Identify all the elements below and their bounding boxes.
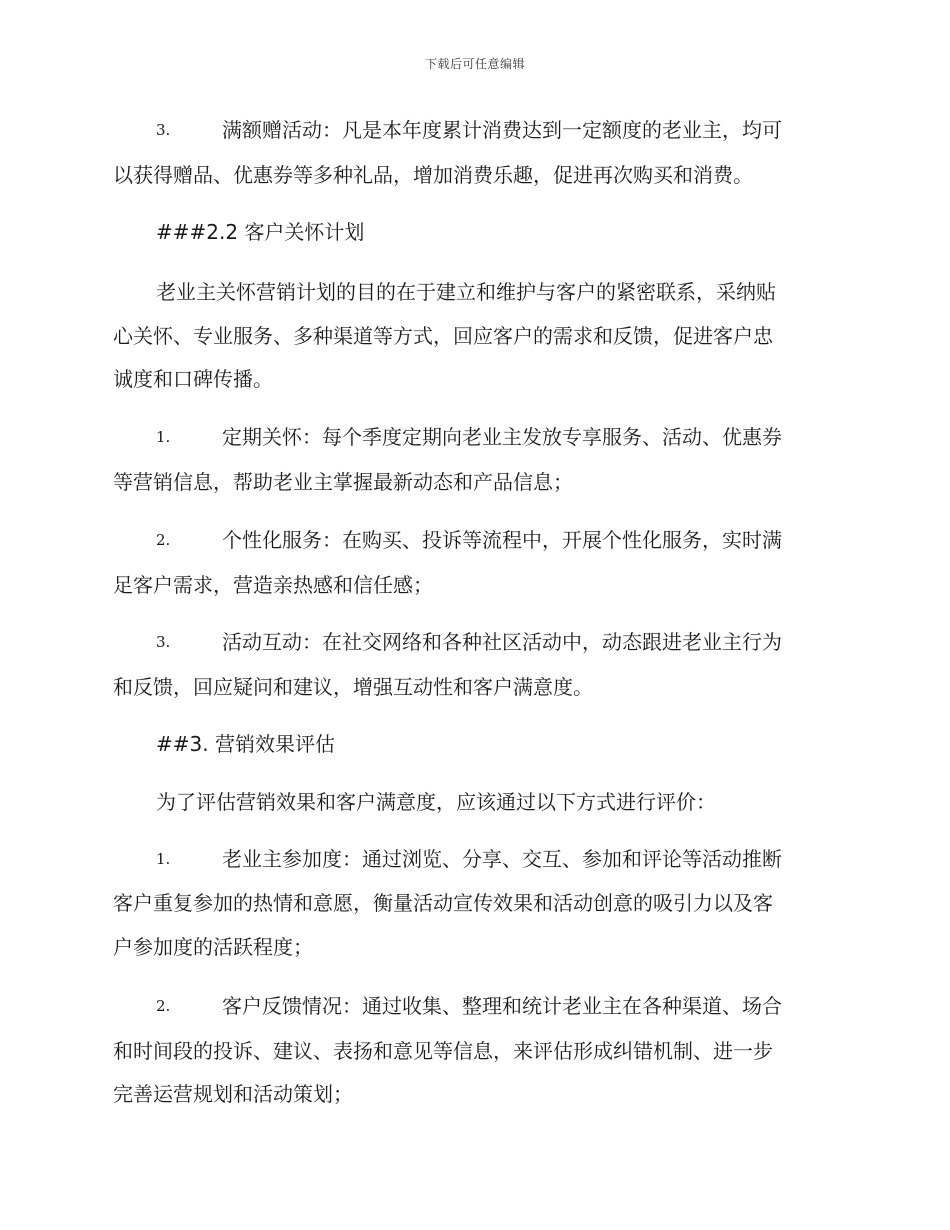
list-number: 3. [156,121,171,139]
page-header: 下载后可任意编辑 [424,57,525,71]
paragraph-line: 老业主参加度：通过浏览、分享、交互、参加和评论等活动推断 [222,847,782,871]
list-number: 3. [156,633,171,651]
paragraph-line: 定期关怀：每个季度定期向老业主发放专享服务、活动、优惠券 [222,425,782,449]
section-heading: ##3. 营销效果评估 [156,732,335,756]
list-number: 2. [156,531,171,549]
paragraph-line: 心关怀、专业服务、多种渠道等方式，回应客户的需求和反馈，促进客户忠 [113,324,773,348]
paragraph-line: 足客户需求，营造亲热感和信任感； [113,573,433,597]
paragraph-line: 老业主关怀营销计划的目的在于建立和维护与客户的紧密联系，采纳贴 [156,280,776,304]
paragraph-line: 为了评估营销效果和客户满意度，应该通过以下方式进行评价： [156,790,716,814]
paragraph-line: 客户反馈情况：通过收集、整理和统计老业主在各种渠道、场合 [222,994,782,1018]
paragraph-line: 和时间段的投诉、建议、表扬和意见等信息，来评估形成纠错机制、进一步 [113,1039,773,1063]
list-number: 1. [156,850,171,868]
paragraph-line: 和反馈，回应疑问和建议，增强互动性和客户满意度。 [113,675,593,699]
paragraph-line: 活动互动：在社交网络和各种社区活动中，动态跟进老业主行为 [222,630,782,654]
paragraph-line: 客户重复参加的热情和意愿，衡量活动宣传效果和活动创意的吸引力以及客 [113,891,773,915]
paragraph-line: 诚度和口碑传播。 [113,367,273,391]
paragraph-line: 以获得赠品、优惠券等多种礼品，增加消费乐趣，促进再次购买和消费。 [113,163,753,187]
section-heading: ###2.2 客户关怀计划 [156,220,365,244]
paragraph-line: 户参加度的活跃程度； [113,935,313,959]
paragraph-line: 完善运营规划和活动策划； [113,1082,353,1106]
list-number: 2. [156,997,171,1015]
paragraph-line: 个性化服务：在购买、投诉等流程中，开展个性化服务，实时满 [222,528,782,552]
paragraph-line: 满额赠活动：凡是本年度累计消费达到一定额度的老业主，均可 [222,118,782,142]
list-number: 1. [156,428,171,446]
paragraph-line: 等营销信息，帮助老业主掌握最新动态和产品信息； [113,470,573,494]
